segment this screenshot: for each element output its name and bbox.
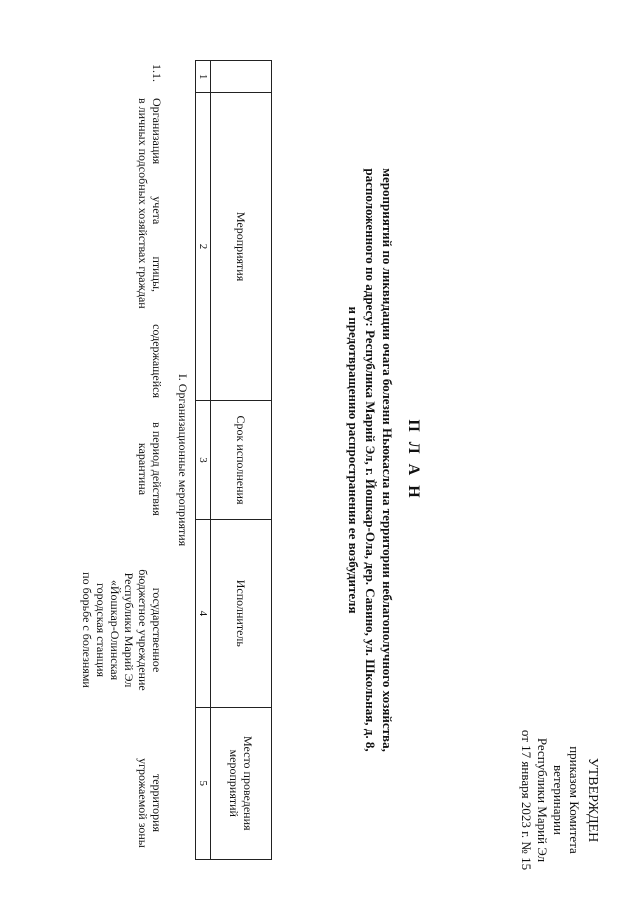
column-number-3: 3 xyxy=(196,400,211,519)
column-number-row xyxy=(196,61,211,860)
column-number-1: 1 xyxy=(196,61,211,93)
approval-line-2: Республики Марий Эл xyxy=(535,737,550,863)
row-event-line-1: Организация учета птицы, содержащейся xyxy=(150,98,164,398)
column-number-5: 5 xyxy=(196,707,211,859)
row-place-line-1: территория xyxy=(150,773,164,833)
approval-line-1: приказом Комитета ветеринарии xyxy=(551,746,582,854)
approval-line-3: от 17 января 2023 г. № 15 xyxy=(519,729,534,871)
row-place-line-2: угрожаемой зоны xyxy=(136,758,150,848)
plan-table xyxy=(195,60,272,860)
row-event xyxy=(136,98,164,398)
approval-heading: УТВЕРЖДЕН xyxy=(585,757,600,843)
row-executor-line-1: государственное xyxy=(150,587,164,673)
row-term-line-2: карантина xyxy=(136,442,150,496)
plan-subtitle-line-2: расположенного по адресу: Республика Марий Эл, г. Йошкар-Ола, дер. Савино, ул. Школьная, д. 8, xyxy=(363,168,378,752)
row-term xyxy=(136,410,164,528)
plan-subtitle-line-1: мероприятий по ликвидации очага болезни Ньюкасла на территории неблагополучного хозяйства, xyxy=(380,168,395,752)
row-event-line-2: в личных подсобных хозяйствах граждан xyxy=(136,98,150,309)
header-term: Срок исполнения xyxy=(211,400,272,519)
header-col-1 xyxy=(211,61,272,93)
plan-subtitle-line-3: и предотвращению распространения ее возбудителя xyxy=(346,306,361,614)
plan-title-block xyxy=(345,60,422,860)
section-title: I. Организационные мероприятия xyxy=(176,373,190,547)
header-events: Мероприятия xyxy=(211,93,272,401)
row-executor xyxy=(80,540,164,720)
column-number-4: 4 xyxy=(196,520,211,707)
row-place xyxy=(136,728,164,878)
table-header-row xyxy=(211,61,272,860)
approval-stamp xyxy=(518,720,600,880)
row-term-line-1: в период действия xyxy=(150,422,164,516)
row-executor-line-4: «Йошкар-Олинская xyxy=(108,579,122,681)
header-executor: Исполнитель xyxy=(211,520,272,707)
plan-title: П Л А Н xyxy=(405,419,422,501)
row-executor-line-2: бюджетное учреждение xyxy=(136,569,150,691)
row-executor-line-6: по борьбе с болезнями xyxy=(80,572,94,688)
row-executor-line-3: Республики Марий Эл xyxy=(122,572,136,688)
row-number: 1.1. xyxy=(150,64,164,82)
column-number-2: 2 xyxy=(196,93,211,401)
header-place: Место проведения мероприятий xyxy=(211,707,272,859)
table-row xyxy=(24,60,164,860)
row-executor-line-5: городская станция xyxy=(94,582,108,678)
